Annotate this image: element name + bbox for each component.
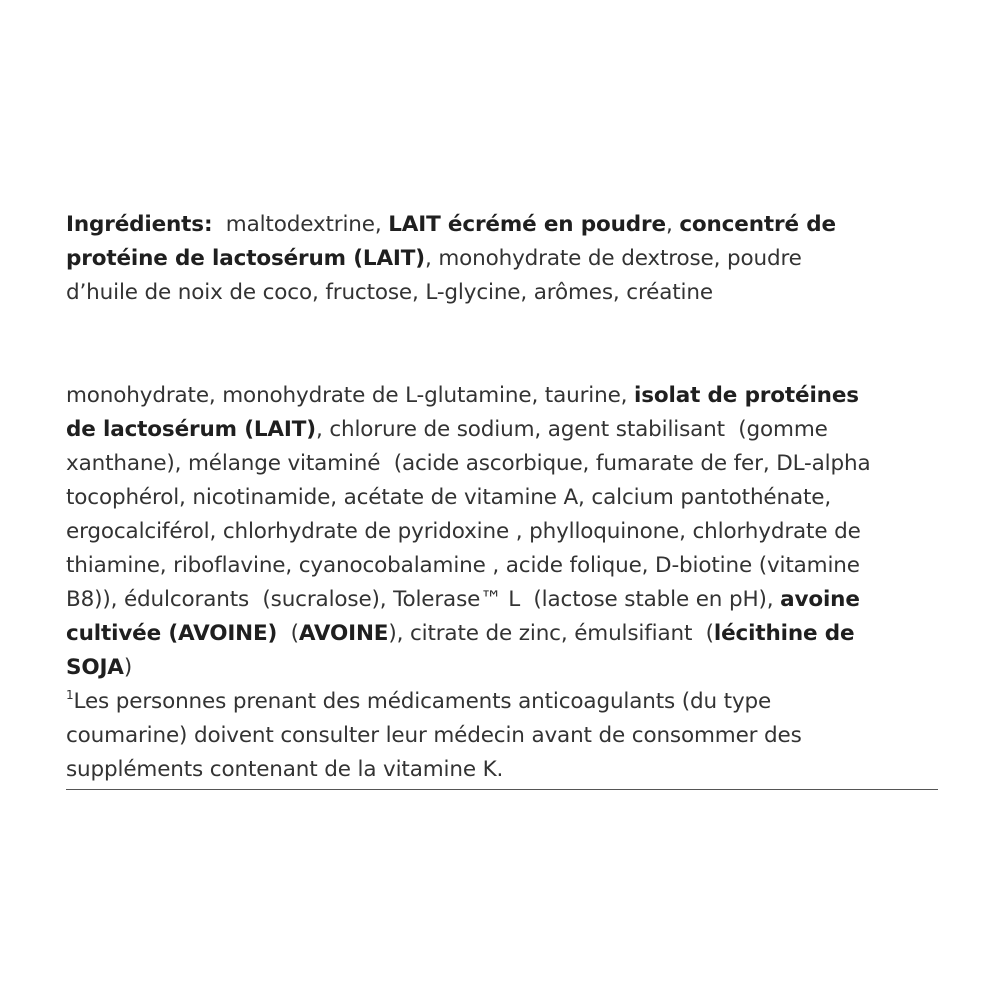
ingredient-text: ( [277, 621, 299, 646]
ingredient-text: ) [123, 655, 133, 680]
ingredients-line [66, 583, 946, 617]
footnote-marker: 1 [66, 688, 74, 702]
ingredient-bold-text: avoine [780, 587, 860, 612]
ingredient-text: d’huile de noix de coco, fructose, L-glycine, arômes, créatine [66, 280, 713, 305]
ingredient-text: xanthane), mélange vitaminé (acide ascorbique, fumarate de fer, DL-alpha [66, 451, 871, 476]
ingredient-text: ), citrate de zinc, émulsifiant ( [388, 621, 714, 646]
ingredient-text: tocophérol, nicotinamide, acétate de vitamine A, calcium pantothénate, [66, 485, 832, 510]
ingredients-block-2-lines [66, 379, 946, 685]
ingredient-bold-text: Ingrédients: [66, 212, 213, 237]
ingredient-bold-text: de lactosérum (LAIT) [66, 417, 316, 442]
ingredient-text: monohydrate, monohydrate de L-glutamine, taurine, [66, 383, 635, 408]
ingredients-line [66, 208, 946, 242]
ingredient-bold-text: cultivée (AVOINE) [66, 621, 278, 646]
divider-line [66, 789, 938, 790]
ingredients-line [66, 549, 946, 583]
ingredient-bold-text: isolat de protéines [634, 383, 859, 408]
ingredient-text: ergocalciférol, chlorhydrate de pyridoxine , phylloquinone, chlorhydrate de [66, 519, 861, 544]
ingredients-line [66, 651, 946, 685]
ingredient-text: , [665, 212, 680, 237]
ingredients-block-1 [66, 208, 946, 310]
ingredients-line [66, 276, 946, 310]
ingredient-text: maltodextrine, [212, 212, 389, 237]
ingredients-line [66, 413, 946, 447]
footnote-line [66, 685, 946, 719]
ingredients-line [66, 481, 946, 515]
ingredient-text: B8)), édulcorants (sucralose), Tolerase™ L (lactose stable en pH), [66, 587, 781, 612]
ingredient-bold-text: lécithine de [713, 621, 855, 646]
footnote-line: coumarine) doivent consulter leur médecin avant de consommer des [66, 723, 802, 748]
ingredient-text: , monohydrate de dextrose, poudre [424, 246, 802, 271]
ingredients-line [66, 379, 946, 413]
ingredients-line [66, 242, 946, 276]
ingredients-line [66, 447, 946, 481]
footnote-text: Les personnes prenant des médicaments anticoagulants (du type [73, 689, 772, 714]
ingredients-block-2 [66, 379, 946, 787]
ingredient-bold-text: concentré de [679, 212, 836, 237]
footnote-line: suppléments contenant de la vitamine K. [66, 757, 504, 782]
ingredient-text: thiamine, riboflavine, cyanocobalamine , acide folique, D-biotine (vitamine [66, 553, 860, 578]
ingredients-line [66, 617, 946, 651]
ingredient-bold-text: protéine de lactosérum (LAIT) [66, 246, 425, 271]
ingredient-text: , chlorure de sodium, agent stabilisant (gomme [315, 417, 828, 442]
ingredient-bold-text: SOJA [66, 655, 124, 680]
ingredients-line [66, 515, 946, 549]
ingredient-bold-text: AVOINE [298, 621, 389, 646]
ingredient-bold-text: LAIT écrémé en poudre [388, 212, 666, 237]
